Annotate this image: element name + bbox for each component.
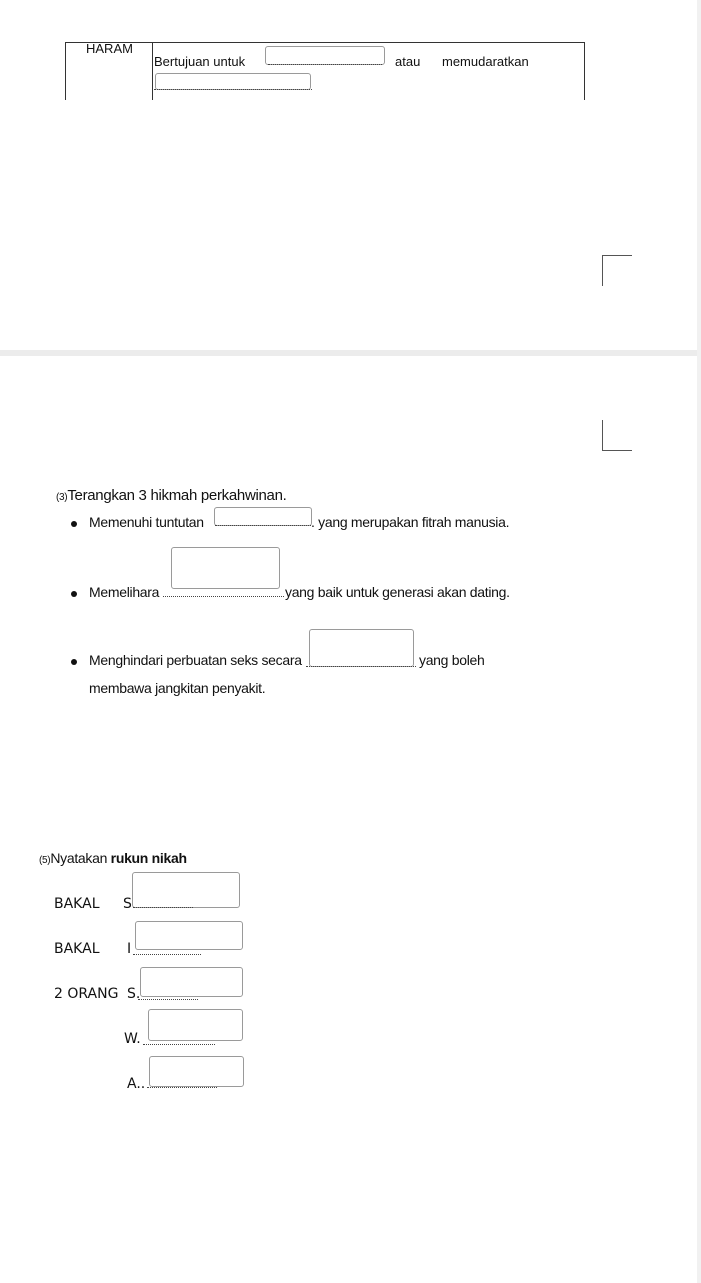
table-text-atau: atau bbox=[395, 54, 421, 69]
worksheet-page-1 bbox=[0, 0, 697, 350]
answer-box-hikmah-3[interactable] bbox=[309, 629, 414, 667]
q3-item-2-before: Memelihara bbox=[89, 584, 160, 600]
q3-number: (3) bbox=[56, 492, 68, 503]
answer-box-rukun-5[interactable] bbox=[149, 1056, 244, 1087]
rukun-letter: I bbox=[127, 941, 132, 957]
answer-box-haram-1[interactable] bbox=[265, 46, 385, 65]
q3-item-3-after: yang boleh bbox=[419, 652, 485, 668]
crop-mark-top bbox=[602, 255, 632, 286]
bullet bbox=[71, 521, 77, 527]
q5-question-bold: rukun nikah bbox=[110, 850, 187, 866]
table-category-haram: HARAM bbox=[86, 41, 133, 56]
q5-question bbox=[39, 850, 187, 866]
answer-box-hikmah-1[interactable] bbox=[214, 507, 312, 526]
q3-question bbox=[56, 487, 287, 504]
haram-table-fragment bbox=[65, 42, 585, 100]
answer-box-rukun-3[interactable] bbox=[140, 967, 243, 997]
answer-box-hikmah-2[interactable] bbox=[171, 547, 280, 589]
bullet bbox=[71, 591, 77, 597]
answer-box-rukun-1[interactable] bbox=[132, 872, 240, 908]
page-scroll-edge bbox=[697, 0, 701, 1283]
rukun-letter: S. bbox=[127, 986, 141, 1002]
bullet bbox=[71, 659, 77, 665]
q3-item-3-line2: membawa jangkitan penyakit. bbox=[89, 680, 266, 696]
q3-item-1-after: . yang merupakan fitrah manusia. bbox=[311, 514, 510, 530]
answer-box-haram-2[interactable] bbox=[155, 73, 311, 90]
q3-question-text: Terangkan 3 hikmah perkahwinan. bbox=[67, 487, 287, 504]
q5-question-prefix: Nyatakan bbox=[50, 850, 108, 866]
q3-item-1-before: Memenuhi tuntutan bbox=[89, 514, 204, 530]
rukun-label: BAKAL bbox=[54, 941, 100, 957]
answer-box-rukun-2[interactable] bbox=[135, 921, 243, 950]
rukun-letter: S bbox=[123, 896, 132, 912]
table-text-after: memudaratkan bbox=[442, 54, 529, 69]
q5-number: (5) bbox=[39, 855, 51, 866]
rukun-letter: W. bbox=[124, 1031, 141, 1047]
rukun-label: BAKAL bbox=[54, 896, 100, 912]
q3-item-3-before: Menghindari perbuatan seks secara bbox=[89, 652, 302, 668]
answer-box-rukun-4[interactable] bbox=[148, 1009, 243, 1041]
table-text-before: Bertujuan untuk bbox=[154, 54, 246, 69]
rukun-label: 2 ORANG bbox=[54, 986, 119, 1002]
rukun-letter: A.. bbox=[127, 1076, 146, 1092]
crop-mark-bottom bbox=[602, 420, 632, 451]
worksheet-page-2 bbox=[0, 356, 697, 1283]
q3-item-2-after: yang baik untuk generasi akan dating. bbox=[285, 584, 510, 600]
